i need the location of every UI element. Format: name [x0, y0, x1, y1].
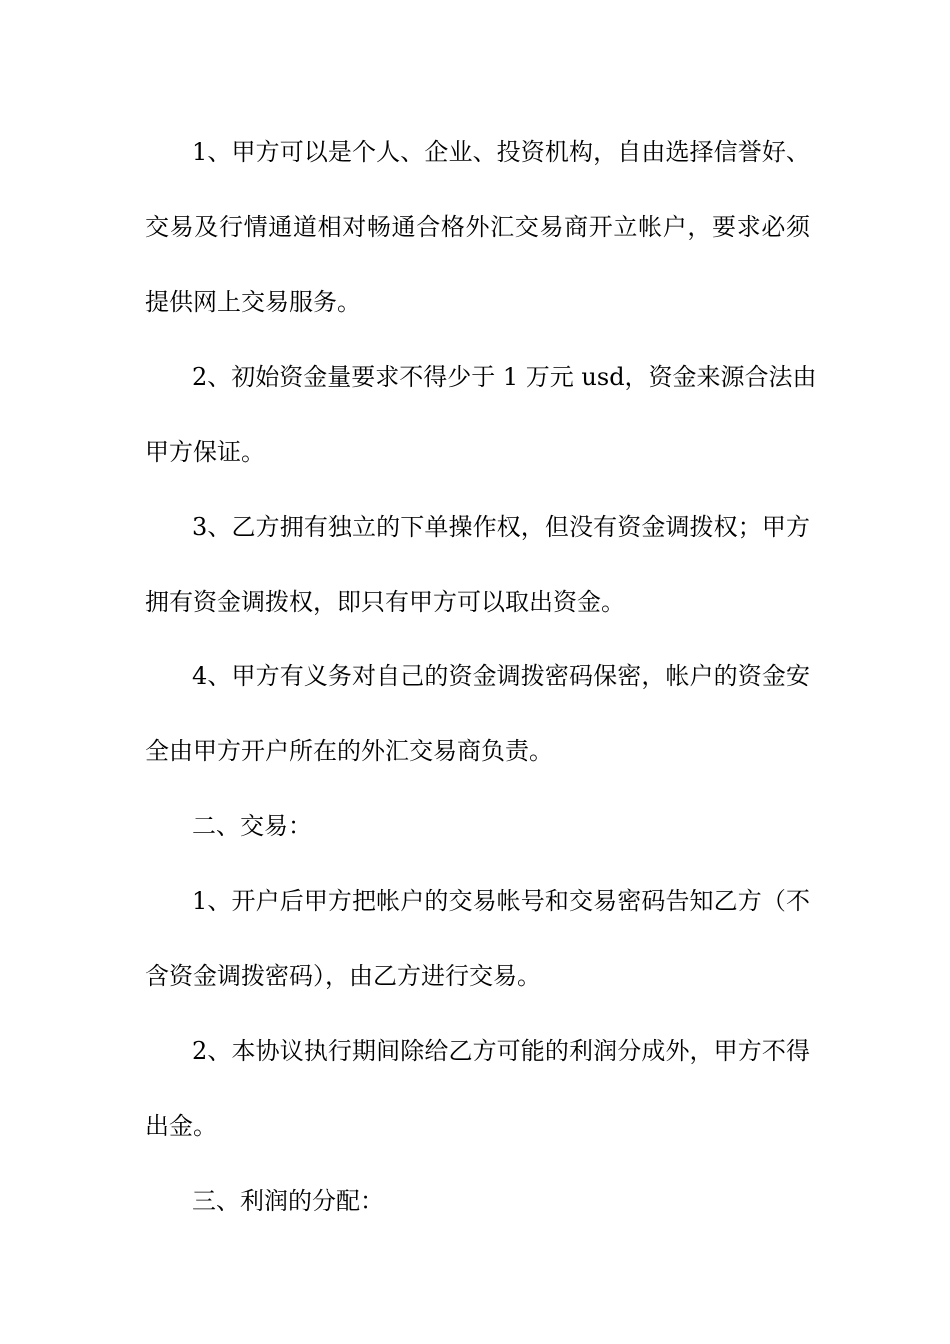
- paragraph-3-line-2: 拥有资金调拨权，即只有甲方可以取出资金。: [145, 588, 625, 616]
- trading-item-1-line-2: 含资金调拨密码），由乙方进行交易。: [145, 962, 541, 990]
- paragraph-1-line-3: 提供网上交易服务。: [145, 288, 361, 316]
- trading-item-1-line-1: 1、开户后甲方把帐户的交易帐号和交易密码告知乙方（不: [192, 887, 810, 915]
- section-heading-trading: 二、交易：: [192, 812, 312, 840]
- paragraph-1-line-2: 交易及行情通道相对畅通合格外汇交易商开立帐户，要求必须: [145, 213, 810, 241]
- paragraph-3-line-1: 3、乙方拥有独立的下单操作权，但没有资金调拨权；甲方: [192, 513, 810, 541]
- paragraph-4-line-2: 全由甲方开户所在的外汇交易商负责。: [145, 737, 553, 765]
- section-heading-profit-distribution: 三、利润的分配：: [192, 1187, 384, 1215]
- paragraph-2-line-2: 甲方保证。: [145, 438, 265, 466]
- trading-item-2-line-2: 出金。: [145, 1112, 217, 1140]
- paragraph-2-line-1: 2、初始资金量要求不得少于 1 万元 usd，资金来源合法由: [192, 363, 817, 391]
- paragraph-1-line-1: 1、甲方可以是个人、企业、投资机构，自由选择信誉好、: [192, 138, 810, 166]
- paragraph-4-line-1: 4、甲方有义务对自己的资金调拨密码保密，帐户的资金安: [192, 662, 810, 690]
- trading-item-2-line-1: 2、本协议执行期间除给乙方可能的利润分成外，甲方不得: [192, 1037, 810, 1065]
